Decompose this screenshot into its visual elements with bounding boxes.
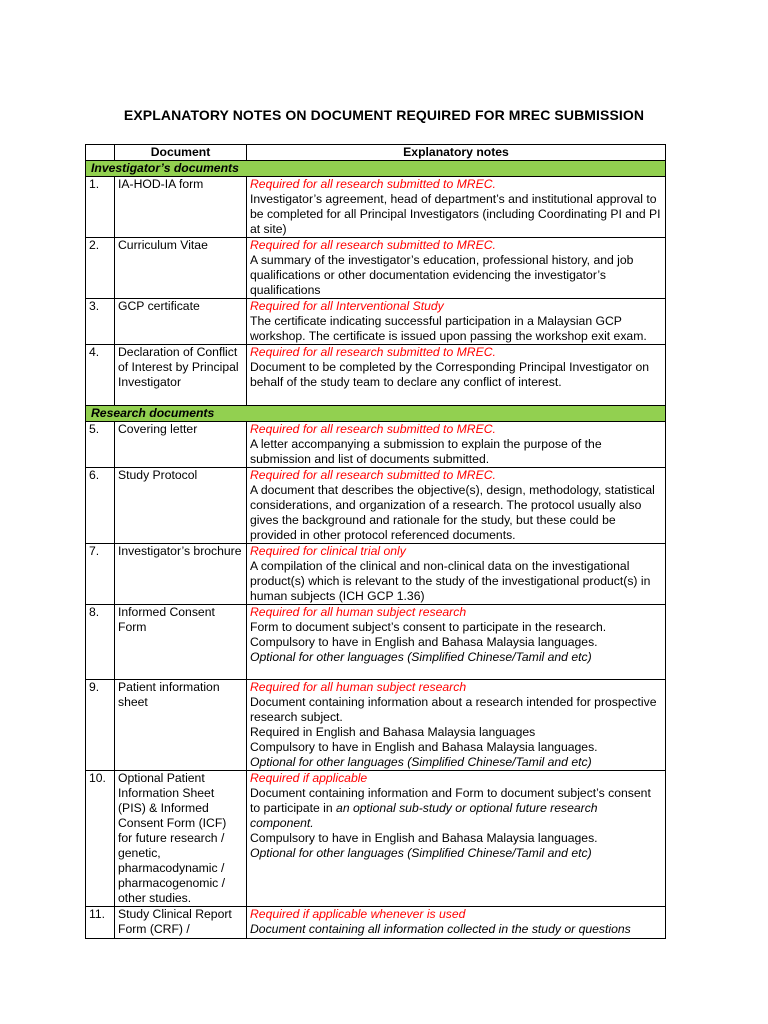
explanatory-note bbox=[247, 605, 666, 680]
note-line: Form to document subject’s consent to participate in the research. bbox=[250, 620, 607, 634]
explanatory-note bbox=[247, 345, 666, 406]
section-row bbox=[86, 161, 666, 177]
row-number: 6. bbox=[86, 468, 115, 544]
row-number: 4. bbox=[86, 345, 115, 406]
row-number: 10. bbox=[86, 771, 115, 907]
note-line: Compulsory to have in English and Bahasa Malaysia languages. bbox=[250, 740, 598, 754]
section-label: Investigator’s documents bbox=[86, 161, 666, 177]
note-line: Required in English and Bahasa Malaysia languages bbox=[250, 725, 536, 739]
document-name: Study Protocol bbox=[115, 468, 247, 544]
document-name: Declaration of Conflict of Interest by Principal Investigator bbox=[115, 345, 247, 406]
table-row bbox=[86, 771, 666, 907]
document-name: Study Clinical Report Form (CRF) / bbox=[115, 907, 247, 939]
section-row bbox=[86, 406, 666, 422]
table-header-row bbox=[86, 145, 666, 161]
note-line bbox=[250, 786, 662, 831]
optional-note: Document containing all information collected in the study or questions bbox=[250, 922, 631, 936]
table-row bbox=[86, 907, 666, 939]
table-row bbox=[86, 680, 666, 771]
requirement-text: Required for all research submitted to MREC. bbox=[250, 422, 496, 436]
row-number: 1. bbox=[86, 177, 115, 238]
table-row bbox=[86, 605, 666, 680]
optional-note: Optional for other languages (Simplified Chinese/Tamil and etc) bbox=[250, 846, 592, 860]
explanatory-note bbox=[247, 907, 666, 939]
note-line: Document to be completed by the Corresponding Principal Investigator on behalf of the study team to declare any conflict of interest. bbox=[250, 360, 650, 389]
document-name: Curriculum Vitae bbox=[115, 238, 247, 299]
row-number: 7. bbox=[86, 544, 115, 605]
document-name: Informed Consent Form bbox=[115, 605, 247, 680]
requirement-text: Required for all research submitted to MREC. bbox=[250, 177, 496, 191]
page-title: EXPLANATORY NOTES ON DOCUMENT REQUIRED FOR MREC SUBMISSION bbox=[123, 107, 645, 123]
requirement-text: Required for all research submitted to MREC. bbox=[250, 345, 496, 359]
note-text: Document containing information and Form to document subject’s consent to participate in bbox=[250, 786, 651, 815]
explanatory-note bbox=[247, 299, 666, 345]
row-number: 11. bbox=[86, 907, 115, 939]
row-number: 5. bbox=[86, 422, 115, 468]
table-row bbox=[86, 345, 666, 406]
document-name: Optional Patient Information Sheet (PIS) & Informed Consent Form (ICF) for future research / genetic, pharmacodynamic / pharmacogenomic / other studies. bbox=[115, 771, 247, 907]
note-line: The certificate indicating successful participation in a Malaysian GCP workshop. The certificate is issued upon passing the workshop exit exam. bbox=[250, 314, 647, 343]
row-number: 8. bbox=[86, 605, 115, 680]
explanatory-note bbox=[247, 468, 666, 544]
table-row bbox=[86, 299, 666, 345]
row-number: 3. bbox=[86, 299, 115, 345]
note-line: A letter accompanying a submission to explain the purpose of the submission and list of documents submitted. bbox=[250, 437, 602, 466]
note-line: Compulsory to have in English and Bahasa Malaysia languages. bbox=[250, 635, 598, 649]
table-row bbox=[86, 468, 666, 544]
requirement-text: Required for all human subject research bbox=[250, 605, 467, 619]
explanatory-note bbox=[247, 680, 666, 771]
row-number: 2. bbox=[86, 238, 115, 299]
document-table bbox=[85, 144, 666, 939]
note-line: Compulsory to have in English and Bahasa Malaysia languages. bbox=[250, 831, 598, 845]
optional-note: Optional for other languages (Simplified Chinese/Tamil and etc) bbox=[250, 755, 592, 769]
table-row bbox=[86, 177, 666, 238]
document-name: Investigator’s brochure bbox=[115, 544, 247, 605]
document-name: IA-HOD-IA form bbox=[115, 177, 247, 238]
explanatory-note bbox=[247, 422, 666, 468]
document-name: GCP certificate bbox=[115, 299, 247, 345]
header-document: Document bbox=[115, 145, 247, 161]
header-notes: Explanatory notes bbox=[247, 145, 666, 161]
requirement-text: Required for all research submitted to MREC. bbox=[250, 238, 496, 252]
header-blank bbox=[86, 145, 115, 161]
table-row bbox=[86, 422, 666, 468]
document-name: Patient information sheet bbox=[115, 680, 247, 771]
requirement-text: Required for all human subject research bbox=[250, 680, 467, 694]
explanatory-note bbox=[247, 544, 666, 605]
note-line: Document containing information about a research intended for prospective research subject. bbox=[250, 695, 657, 724]
document-name: Covering letter bbox=[115, 422, 247, 468]
explanatory-note bbox=[247, 771, 666, 907]
requirement-text: Required if applicable bbox=[250, 771, 368, 785]
requirement-text: Required for clinical trial only bbox=[250, 544, 406, 558]
table-row bbox=[86, 238, 666, 299]
note-line: A summary of the investigator’s education, professional history, and job qualifications or other documentation evidencing the investigator’s qualifications bbox=[250, 253, 634, 297]
note-line: A compilation of the clinical and non-clinical data on the investigational product(s) which is relevant to the study of the investigational product(s) in human subjects (ICH GCP 1.36) bbox=[250, 559, 651, 603]
note-line: A document that describes the objective(s), design, methodology, statistical considerations, and organization of a research. The protocol usually also gives the background and rationale for the study, but these could be provided in other protocol referenced documents. bbox=[250, 483, 655, 542]
table-row bbox=[86, 544, 666, 605]
requirement-text: Required for all research submitted to MREC. bbox=[250, 468, 496, 482]
requirement-text: Required for all Interventional Study bbox=[250, 299, 444, 313]
explanatory-note bbox=[247, 177, 666, 238]
requirement-text: Required if applicable whenever is used bbox=[250, 907, 466, 921]
section-label: Research documents bbox=[86, 406, 666, 422]
note-line: Investigator’s agreement, head of department’s and institutional approval to be completed for all Principal Investigators (including Coordinating PI and PI at site) bbox=[250, 192, 661, 236]
note-italic-text: an optional sub-study or optional future research component. bbox=[250, 801, 598, 830]
row-number: 9. bbox=[86, 680, 115, 771]
explanatory-note bbox=[247, 238, 666, 299]
optional-note: Optional for other languages (Simplified Chinese/Tamil and etc) bbox=[250, 650, 592, 664]
